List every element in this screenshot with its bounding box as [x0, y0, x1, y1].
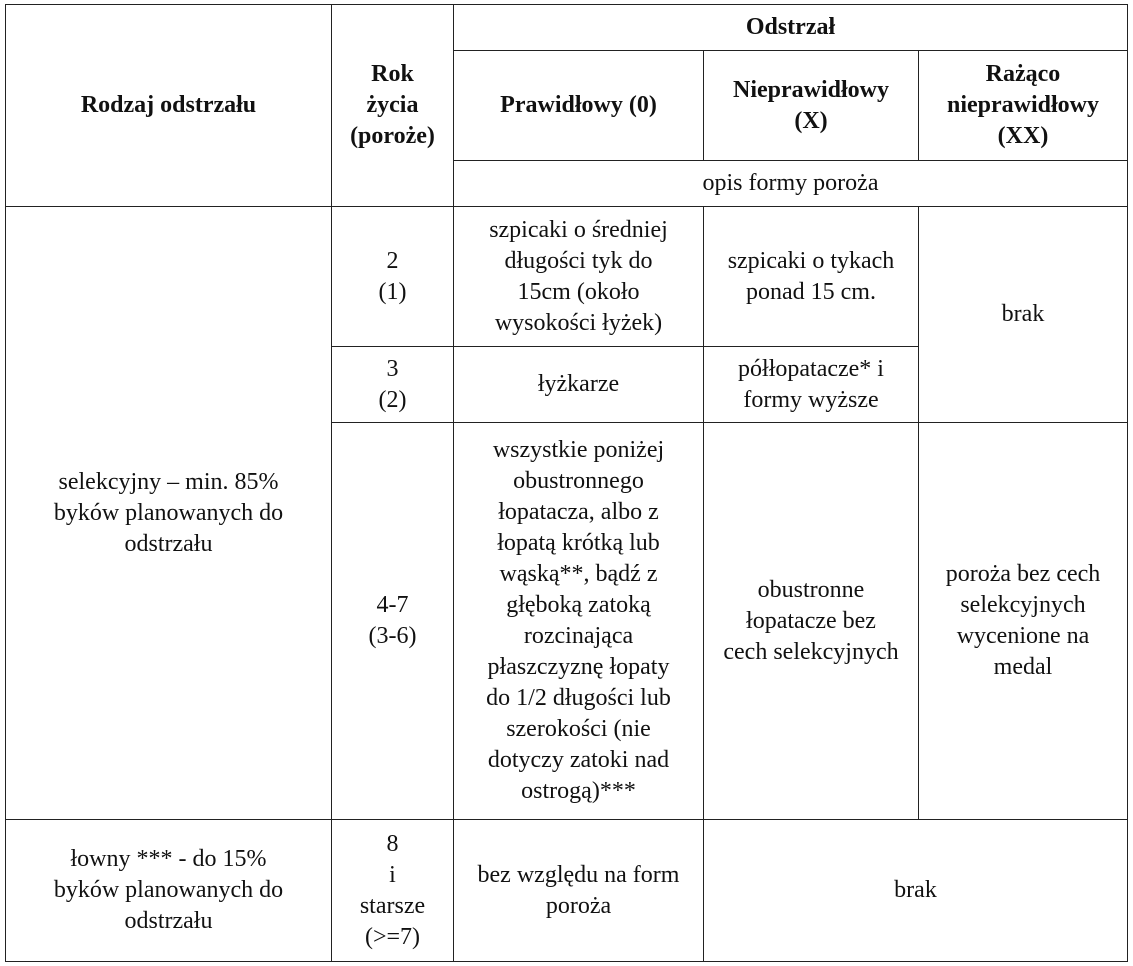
- prawidlowy-cell: szpicaki o średniej długości tyk do 15cm (około wysokości łyżek): [454, 207, 704, 347]
- razaco-cell: poroża bez cech selekcyjnych wycenione na medal: [919, 423, 1128, 820]
- rok-cell: 4-7 (3-6): [332, 423, 454, 820]
- table-row: [6, 207, 1128, 347]
- nieprawidlowy-cell: półłopatacze* i formy wyższe: [704, 347, 919, 423]
- prawidlowy-cell: bez względu na form poroża: [454, 820, 704, 962]
- culling-table: [5, 4, 1128, 962]
- header-prawidlowy: Prawidłowy (0): [454, 51, 704, 161]
- header-nieprawidlowy: Nieprawidłowy (X): [704, 51, 919, 161]
- rok-cell: 2 (1): [332, 207, 454, 347]
- table-row: [6, 820, 1128, 962]
- header-opis-formy-poroza: opis formy poroża: [454, 161, 1128, 207]
- rok-cell: 8 i starsze (>=7): [332, 820, 454, 962]
- prawidlowy-cell: wszystkie poniżej obustronnego łopatacza, albo z łopatą krótką lub wąską**, bądź z głęboką zatoką rozcinająca płaszczyznę łopaty do 1/2 długości lub szerokości (nie dotyczy zatoki nad ostrogą)***: [454, 423, 704, 820]
- header-odstrzal: Odstrzał: [454, 5, 1128, 51]
- nieprawidlowy-cell: obustronne łopatacze bez cech selekcyjnych: [704, 423, 919, 820]
- header-rok-zycia: Rok życia (poroże): [332, 5, 454, 207]
- rok-cell: 3 (2): [332, 347, 454, 423]
- header-rodzaj-odstrzalu: Rodzaj odstrzału: [6, 5, 332, 207]
- header-razaco-nieprawidlowy: Rażąco nieprawidłowy (XX): [919, 51, 1128, 161]
- header-row-1: [6, 5, 1128, 51]
- lowny-label: łowny *** - do 15% byków planowanych do odstrzału: [6, 820, 332, 962]
- nieprawidlowy-cell: szpicaki o tykach ponad 15 cm.: [704, 207, 919, 347]
- brak-cell: brak: [704, 820, 1128, 962]
- selekcyjny-label: selekcyjny – min. 85% byków planowanych do odstrzału: [6, 207, 332, 820]
- prawidlowy-cell: łyżkarze: [454, 347, 704, 423]
- razaco-cell: brak: [919, 207, 1128, 423]
